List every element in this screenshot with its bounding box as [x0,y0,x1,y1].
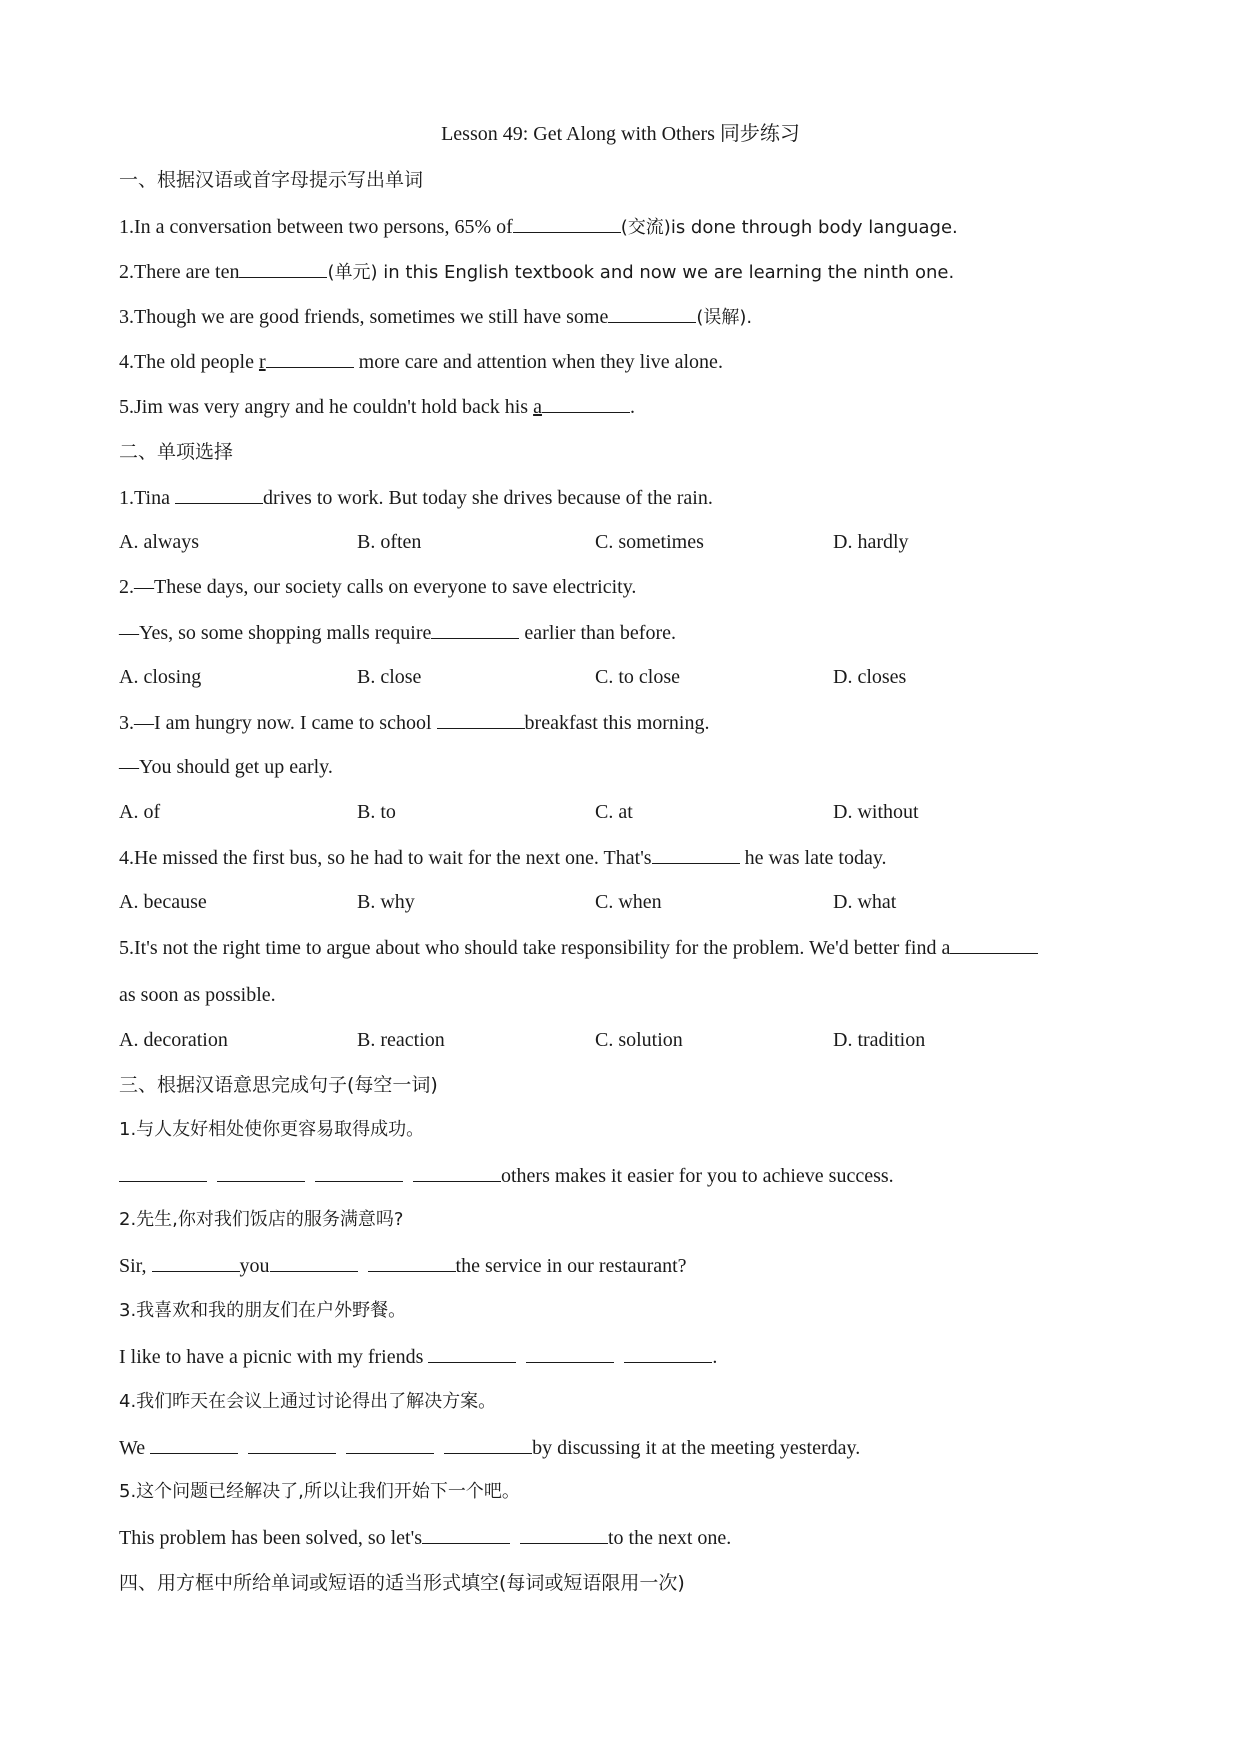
answer-blank[interactable] [520,1523,608,1544]
answer-blank[interactable] [248,1433,336,1454]
answer-blank[interactable] [239,257,327,278]
answer-blank[interactable] [950,933,1038,954]
answer-blank[interactable] [346,1433,434,1454]
s3-question-1-chinese: 1.与人友好相处使你更容易取得成功。 [119,1119,425,1140]
answer-blank[interactable] [270,1251,358,1272]
s2-question-2-line2: —Yes, so some shopping malls require earlier than before. [119,618,676,647]
s2-question-5-line2: as soon as possible. [119,984,276,1006]
answer-blank[interactable] [266,347,354,368]
option-b[interactable]: B. reaction [357,1029,445,1051]
answer-blank[interactable] [175,483,263,504]
answer-blank[interactable] [513,212,621,233]
s2-question-1: 1.Tina drives to work. But today she drives because of the rain. [119,483,713,512]
answer-blank[interactable] [413,1161,501,1182]
s2-question-3-line2: —You should get up early. [119,756,333,778]
s3-question-2-english: Sir, you the service in our restaurant? [119,1251,687,1280]
answer-blank[interactable] [152,1251,240,1272]
option-d[interactable]: D. closes [833,666,907,688]
answer-blank[interactable] [368,1251,456,1272]
s1-question-4: 4.The old people r more care and attention when they live alone. [119,347,723,376]
s3-question-5-english: This problem has been solved, so let's to the next one. [119,1523,731,1552]
option-a[interactable]: A. decoration [119,1029,228,1051]
answer-blank[interactable] [542,392,630,413]
answer-blank[interactable] [444,1433,532,1454]
option-a[interactable]: A. always [119,531,199,553]
option-c[interactable]: C. to close [595,666,680,688]
answer-blank[interactable] [315,1161,403,1182]
s3-question-5-chinese: 5.这个问题已经解决了,所以让我们开始下一个吧。 [119,1481,520,1502]
s3-question-3-chinese: 3.我喜欢和我的朋友们在户外野餐。 [119,1300,407,1321]
answer-blank[interactable] [608,302,696,323]
s2-question-3-line1: 3.—I am hungry now. I came to school breakfast this morning. [119,708,710,737]
s1-question-5: 5.Jim was very angry and he couldn't hold back his a . [119,392,635,421]
answer-blank[interactable] [652,843,740,864]
option-d[interactable]: D. tradition [833,1029,926,1051]
s1-question-3: 3.Though we are good friends, sometimes we still have some (误解). [119,302,752,332]
s1-question-1: 1.In a conversation between two persons, 65% of (交流)is done through body language. [119,212,958,242]
option-a[interactable]: A. because [119,891,207,913]
option-c[interactable]: C. sometimes [595,531,704,553]
page-title: Lesson 49: Get Along with Others 同步练习 [441,123,800,145]
answer-blank[interactable] [119,1161,207,1182]
s3-question-4-english: We by discussing it at the meeting yesterday. [119,1433,860,1462]
option-d[interactable]: D. without [833,801,919,823]
option-c[interactable]: C. solution [595,1029,683,1051]
hint-letter: r [258,351,266,373]
section4-heading: 四、用方框中所给单词或短语的适当形式填空(每词或短语限用一次) [119,1572,685,1594]
option-b[interactable]: B. to [357,801,396,823]
s3-question-1-english: others makes it easier for you to achieve success. [119,1161,894,1190]
option-b[interactable]: B. close [357,666,422,688]
answer-blank[interactable] [217,1161,305,1182]
hint-letter: a [533,396,542,418]
option-c[interactable]: C. at [595,801,633,823]
option-a[interactable]: A. closing [119,666,202,688]
answer-blank[interactable] [422,1523,510,1544]
answer-blank[interactable] [428,1342,516,1363]
answer-blank[interactable] [526,1342,614,1363]
section1-heading: 一、根据汉语或首字母提示写出单词 [119,169,424,191]
option-d[interactable]: D. what [833,891,897,913]
answer-blank[interactable] [624,1342,712,1363]
s2-question-5-line1: 5.It's not the right time to argue about who should take responsibility for the problem. We'd better find a [119,933,1038,962]
section2-heading: 二、单项选择 [119,441,234,463]
option-b[interactable]: B. why [357,891,415,913]
section3-heading: 三、根据汉语意思完成句子(每空一词) [119,1074,438,1096]
s3-question-3-english: I like to have a picnic with my friends . [119,1342,717,1371]
answer-blank[interactable] [431,618,519,639]
option-b[interactable]: B. often [357,531,422,553]
s2-question-4: 4.He missed the first bus, so he had to wait for the next one. That's he was late today. [119,843,887,872]
answer-blank[interactable] [150,1433,238,1454]
option-d[interactable]: D. hardly [833,531,909,553]
s2-question-2-line1: 2.—These days, our society calls on everyone to save electricity. [119,576,637,598]
option-c[interactable]: C. when [595,891,662,913]
s3-question-4-chinese: 4.我们昨天在会议上通过讨论得出了解决方案。 [119,1391,497,1412]
option-a[interactable]: A. of [119,801,161,823]
s3-question-2-chinese: 2.先生,你对我们饭店的服务满意吗? [119,1209,404,1230]
s1-question-2: 2.There are ten (单元) in this English textbook and now we are learning the ninth one. [119,257,954,287]
answer-blank[interactable] [437,708,525,729]
